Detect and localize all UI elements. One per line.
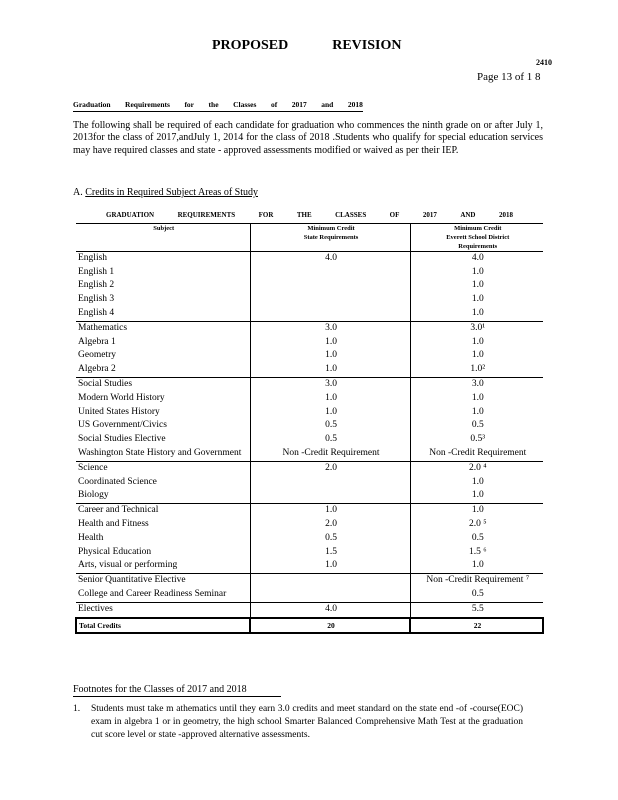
state-credit-cell: 1.0 — [250, 559, 410, 573]
policy-number: 2410 — [536, 58, 552, 67]
total-label: Total Credits — [76, 618, 250, 634]
heading-word: the — [208, 100, 219, 109]
district-credit-cell: 5.5 — [410, 602, 543, 617]
table-row — [76, 392, 543, 406]
table-row — [76, 588, 543, 602]
table-row — [76, 349, 543, 363]
state-credit-cell: 2.0 — [250, 518, 410, 532]
subject-cell: Modern World History — [76, 392, 250, 406]
district-credit-cell: 1.0 — [471, 336, 484, 347]
footnote-number: 1. — [73, 704, 81, 714]
state-credit-cell — [250, 293, 410, 307]
district-credit-cell: 0.5³ — [470, 434, 486, 445]
page-number: Page 13 of 1 8 — [477, 71, 541, 83]
table-header-word: FOR — [258, 211, 274, 219]
state-credit-cell: 3.0 — [250, 321, 410, 335]
district-credit-cell: 1.0 — [471, 476, 484, 487]
state-credit-cell — [250, 476, 410, 490]
subject-cell: College and Career Readiness Seminar — [76, 588, 250, 602]
title-word-1: PROPOSED — [212, 38, 289, 53]
district-credit-cell: 1.0 — [471, 294, 484, 305]
state-credit-cell: 1.0 — [250, 349, 410, 363]
state-credit-cell: 1.0 — [250, 363, 410, 377]
district-credit-cell: 1.0 — [471, 490, 484, 501]
table-row — [76, 574, 543, 588]
subject-cell: English 3 — [76, 293, 250, 307]
table-row — [76, 546, 543, 560]
table-row — [76, 293, 543, 307]
title-word-2: REVISION — [332, 38, 402, 53]
table-header-word: CLASSES — [335, 211, 367, 219]
subject-cell: US Government/Civics — [76, 419, 250, 433]
subject-cell: Science — [76, 461, 250, 475]
table-row — [76, 461, 543, 475]
table-row — [76, 266, 543, 280]
table-row — [76, 476, 543, 490]
district-credit-cell: 1.0 — [471, 560, 484, 571]
district-credit-cell: 1.0² — [470, 364, 486, 375]
table-row — [76, 433, 543, 447]
district-credit-cell: 3.0 — [410, 377, 543, 391]
heading-word: 2017 — [291, 100, 307, 109]
district-credit-cell: 4.0 — [410, 251, 543, 265]
total-state: 20 — [250, 618, 410, 634]
table-row — [76, 419, 543, 433]
district-credit-cell: 1.0 — [471, 266, 484, 277]
subject-cell: English 1 — [76, 266, 250, 280]
footnotes-title: Footnotes for the Classes of 2017 and 2018 — [73, 684, 247, 695]
heading-word: of — [270, 100, 278, 109]
district-credit-cell: 2.0 ⁴ — [410, 461, 543, 475]
table-row — [76, 602, 543, 617]
state-credit-cell: 1.0 — [250, 406, 410, 420]
table-header-word: OF — [389, 211, 400, 219]
district-credit-cell: 1.0 — [410, 504, 543, 518]
table-row — [76, 447, 543, 461]
table-row — [76, 559, 543, 573]
district-credit-cell: 1.0 — [471, 406, 484, 417]
district-credit-cell: Non -Credit Requirement — [429, 447, 527, 458]
subject-cell: English 2 — [76, 279, 250, 293]
heading-word: Requirements — [125, 100, 170, 109]
subject-header: Subject — [76, 223, 250, 251]
subject-cell: English 4 — [76, 307, 250, 321]
table-header-word: GRADUATION — [106, 211, 155, 219]
heading-word: Graduation — [73, 100, 111, 109]
district-credit-cell: 1.0 — [471, 307, 484, 318]
table-row — [76, 406, 543, 420]
state-credit-cell: 1.0 — [250, 392, 410, 406]
district-credit-cell: 1.0 — [471, 392, 484, 403]
subject-cell: English — [76, 251, 250, 265]
section-a-title — [73, 187, 258, 198]
footnote-1 — [73, 703, 523, 742]
table-header-word: THE — [296, 211, 312, 219]
table-row — [76, 251, 543, 265]
state-credit-cell — [250, 307, 410, 321]
district-credit-cell: 1.0 — [471, 350, 484, 361]
state-credit-cell: 2.0 — [250, 461, 410, 475]
subject-cell: Washington State History and Government — [76, 447, 250, 461]
state-credit-cell: Non -Credit Requirement — [250, 447, 410, 461]
table-row — [76, 504, 543, 518]
table-header-word: REQUIREMENTS — [177, 211, 236, 219]
subject-cell: Algebra 2 — [76, 363, 250, 377]
subject-cell: Health and Fitness — [76, 518, 250, 532]
district-credit-cell: 1.0 — [471, 280, 484, 291]
subject-cell: Health — [76, 532, 250, 546]
state-credit-cell — [250, 489, 410, 503]
state-credit-cell: 1.0 — [250, 504, 410, 518]
table-top-header — [76, 209, 543, 223]
subject-cell: Coordinated Science — [76, 476, 250, 490]
table-row — [76, 377, 543, 391]
state-header: Minimum Credit State Requirements — [250, 223, 410, 251]
state-credit-cell: 4.0 — [250, 251, 410, 265]
table-row — [76, 363, 543, 377]
state-credit-cell — [250, 574, 410, 588]
state-credit-cell: 0.5 — [250, 532, 410, 546]
district-credit-cell: 3.0¹ — [410, 321, 543, 335]
state-credit-cell: 0.5 — [250, 433, 410, 447]
heading-word: 2018 — [347, 100, 363, 109]
state-credit-cell: 4.0 — [250, 602, 410, 617]
state-credit-cell — [250, 266, 410, 280]
table-row — [76, 321, 543, 335]
table-row — [76, 532, 543, 546]
subject-cell: Career and Technical — [76, 504, 250, 518]
table-row — [76, 489, 543, 503]
page-title — [212, 38, 401, 54]
subject-cell: Algebra 1 — [76, 336, 250, 350]
intro-paragraph: The following shall be required of each candidate for graduation who commences the ninth grade on or after July 1, 2013for the class of 2017,andJuly 1, 2014 for the class of 2018 .Students who qualify for special education services may have required classes and state - approved assessments modified or waived as per their IEP. — [73, 120, 543, 156]
subject-cell: Social Studies — [76, 377, 250, 391]
section-a-prefix: A. — [73, 187, 83, 198]
table-header-word: 2018 — [498, 211, 513, 219]
state-credit-cell — [250, 279, 410, 293]
subject-cell: Biology — [76, 489, 250, 503]
state-credit-cell — [250, 588, 410, 602]
subject-cell: United States History — [76, 406, 250, 420]
subject-cell: Physical Education — [76, 546, 250, 560]
heading-word: for — [184, 100, 195, 109]
district-credit-cell: 0.5 — [471, 532, 484, 543]
table-row — [76, 518, 543, 532]
district-header: Minimum Credit Everett School District Requirements — [446, 224, 510, 250]
district-credit-cell: 1.5 ⁶ — [468, 546, 487, 557]
state-credit-cell: 3.0 — [250, 377, 410, 391]
section-a-text: Credits in Required Subject Areas of Study — [85, 187, 258, 198]
table-row — [76, 279, 543, 293]
total-district: 22 — [410, 618, 543, 634]
subject-cell: Mathematics — [76, 321, 250, 335]
state-credit-cell: 0.5 — [250, 419, 410, 433]
state-credit-cell: 1.0 — [250, 336, 410, 350]
subject-cell: Arts, visual or performing — [76, 559, 250, 573]
footnotes-underline — [73, 696, 281, 697]
subject-cell: Geometry — [76, 349, 250, 363]
heading-word: Classes — [233, 100, 257, 109]
table-header-word: 2017 — [422, 211, 437, 219]
subject-cell: Social Studies Elective — [76, 433, 250, 447]
district-credit-cell: 0.5 — [471, 588, 484, 599]
district-credit-cell: 2.0 ⁵ — [468, 518, 487, 529]
table-row — [76, 336, 543, 350]
table-header-word: AND — [460, 211, 476, 219]
table-row — [76, 307, 543, 321]
subject-cell: Senior Quantitative Elective — [76, 574, 250, 588]
subject-cell: Electives — [76, 602, 250, 617]
district-credit-cell: Non -Credit Requirement ⁷ — [410, 574, 543, 588]
section-heading — [73, 100, 363, 112]
total-row — [76, 618, 543, 634]
state-credit-cell: 1.5 — [250, 546, 410, 560]
requirements-table — [75, 209, 544, 634]
district-credit-cell: 0.5 — [471, 420, 484, 431]
footnote-text: Students must take m athematics until they earn 3.0 credits and meet standard on the state end -of -course(EOC) exam in algebra 1 or in geometry, the high school Smarter Balanced Comprehensive Math Test at the graduation cut score level or state -approved alternative assessments. — [91, 704, 523, 740]
heading-word: and — [321, 100, 334, 109]
